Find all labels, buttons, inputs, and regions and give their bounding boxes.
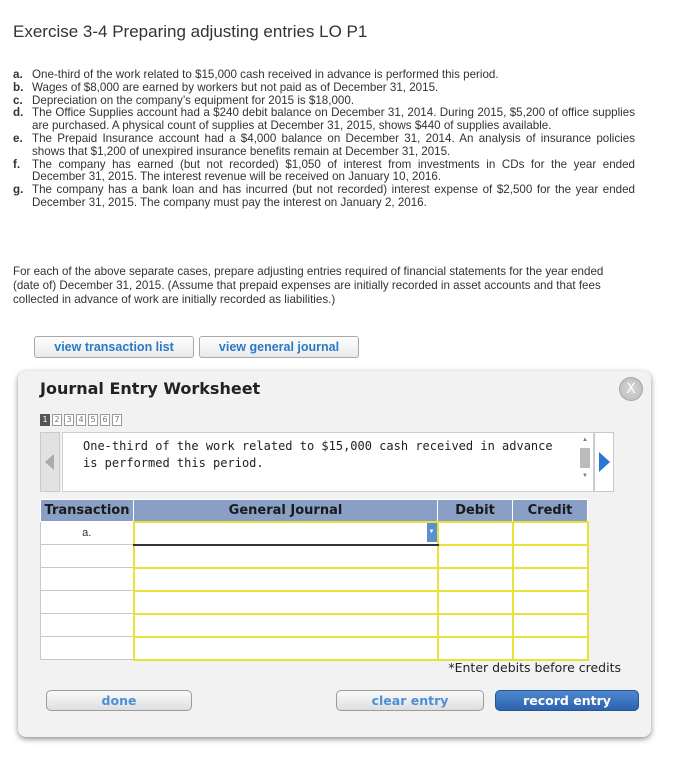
transaction-column-header: Transaction: [41, 500, 134, 522]
account-select[interactable]: [134, 522, 438, 545]
view-general-journal-button[interactable]: view general journal: [199, 336, 359, 358]
list-item: [13, 69, 635, 82]
view-transaction-list-button[interactable]: view transaction list: [34, 336, 194, 358]
page-4-button[interactable]: 4: [76, 414, 86, 426]
scroll-up-icon[interactable]: ▲: [582, 437, 588, 443]
credit-input[interactable]: [513, 545, 588, 568]
item-letter: g.: [13, 183, 24, 197]
table-row: [41, 614, 588, 637]
list-item: [13, 82, 635, 95]
item-text: The Prepaid Insurance account had a $4,000 balance on December 31, 2014. An analysis of insurance policies shows that $1,200 of unexpired insurance benefits remain at December 31, 2015.: [32, 131, 635, 158]
debit-credit-note: *Enter debits before credits: [448, 660, 621, 675]
table-row: [41, 568, 588, 591]
page-3-button[interactable]: 3: [64, 414, 74, 426]
previous-transaction-button[interactable]: [40, 432, 60, 492]
table-header-row: [41, 500, 588, 522]
list-item: [13, 159, 635, 185]
account-select[interactable]: [134, 591, 438, 614]
transaction-cell: [41, 614, 134, 637]
list-item: [13, 133, 635, 159]
account-select[interactable]: [134, 545, 438, 568]
debit-input[interactable]: [438, 568, 513, 591]
item-text: The company has a bank loan and has incurred (but not recorded) interest expense of $2,500 for the year ended December 31, 2015. The company must pay the interest on January 2, 2016.: [32, 183, 635, 209]
item-letter: f.: [13, 157, 21, 171]
table-row: [41, 591, 588, 614]
record-entry-button[interactable]: record entry: [495, 690, 639, 711]
page-7-button[interactable]: 7: [112, 414, 122, 426]
table-row: [41, 637, 588, 660]
debit-input[interactable]: [438, 545, 513, 568]
item-text: Depreciation on the company’s equipment for 2015 is $18,000.: [32, 93, 355, 107]
scroll-thumb[interactable]: [580, 448, 590, 468]
transaction-cell: [41, 568, 134, 591]
debit-input[interactable]: [438, 591, 513, 614]
transaction-cell: a.: [41, 522, 134, 545]
table-row: [41, 545, 588, 568]
transaction-description: One-third of the work related to $15,000 cash received in advance is performed this period.: [83, 439, 553, 470]
page-2-button[interactable]: 2: [52, 414, 62, 426]
clear-entry-button[interactable]: clear entry: [336, 690, 484, 711]
close-icon: X: [626, 381, 636, 397]
list-item: [13, 184, 635, 210]
credit-input[interactable]: [513, 614, 588, 637]
chevron-left-icon: [45, 454, 55, 470]
transaction-cell: [41, 637, 134, 660]
transaction-cell: [41, 545, 134, 568]
exercise-items: [13, 69, 635, 210]
journal-table: [40, 499, 589, 661]
worksheet-title: Journal Entry Worksheet: [40, 379, 261, 398]
transaction-description-box: [62, 432, 594, 492]
item-text: The company has earned (but not recorded) $1,050 of interest from investments in CDs for the year ended December 31, 2015. The interest revenue will be received on January 10, 2016.: [32, 157, 635, 184]
credit-input[interactable]: [513, 591, 588, 614]
chevron-right-icon: [599, 452, 610, 472]
journal-entry-worksheet: [18, 371, 651, 737]
item-text: One-third of the work related to $15,000 cash received in advance is performed this period.: [32, 68, 499, 81]
debit-column-header: Debit: [438, 500, 513, 522]
account-select[interactable]: [134, 637, 438, 660]
item-letter: e.: [13, 131, 23, 145]
exercise-title: Exercise 3-4 Preparing adjusting entries LO P1: [13, 22, 368, 41]
debit-input[interactable]: [438, 637, 513, 660]
list-item: [13, 107, 635, 133]
account-select[interactable]: [134, 568, 438, 591]
item-letter: a.: [13, 68, 23, 81]
item-letter: b.: [13, 80, 24, 94]
debit-input[interactable]: [438, 614, 513, 637]
table-row: [41, 522, 588, 545]
next-transaction-button[interactable]: [594, 432, 614, 492]
credit-column-header: Credit: [513, 500, 588, 522]
account-select[interactable]: [134, 614, 438, 637]
instructions-text: For each of the above separate cases, prepare adjusting entries required of financial statements for the year ended (date of) December 31, 2015. (Assume that prepaid expenses are initially recorded in asset accounts and that fees collected in advance of work are initially recorded as liabilities.): [13, 265, 604, 306]
page-6-button[interactable]: 6: [100, 414, 110, 426]
transaction-cell: [41, 591, 134, 614]
done-button[interactable]: done: [46, 690, 192, 711]
debit-input[interactable]: [438, 522, 513, 545]
item-text: Wages of $8,000 are earned by workers but not paid as of December 31, 2015.: [32, 80, 439, 94]
credit-input[interactable]: [513, 568, 588, 591]
chevron-down-icon[interactable]: ▼: [427, 523, 437, 542]
item-letter: c.: [13, 93, 23, 107]
page-5-button[interactable]: 5: [88, 414, 98, 426]
page-1-button[interactable]: 1: [40, 414, 50, 426]
item-text: The Office Supplies account had a $240 debit balance on December 31, 2014. During 2015, $5,200 of office supplies are purchased. A physical count of supplies at December 31, 2015, shows $440 of supplies available.: [32, 106, 635, 133]
close-button[interactable]: [619, 377, 643, 401]
credit-input[interactable]: [513, 637, 588, 660]
general-journal-column-header: General Journal: [134, 500, 438, 522]
item-letter: d.: [13, 106, 24, 120]
description-scrollbar[interactable]: [579, 436, 591, 490]
scroll-down-icon[interactable]: ▼: [582, 473, 588, 479]
page-indicator: [40, 414, 122, 426]
credit-input[interactable]: [513, 522, 588, 545]
